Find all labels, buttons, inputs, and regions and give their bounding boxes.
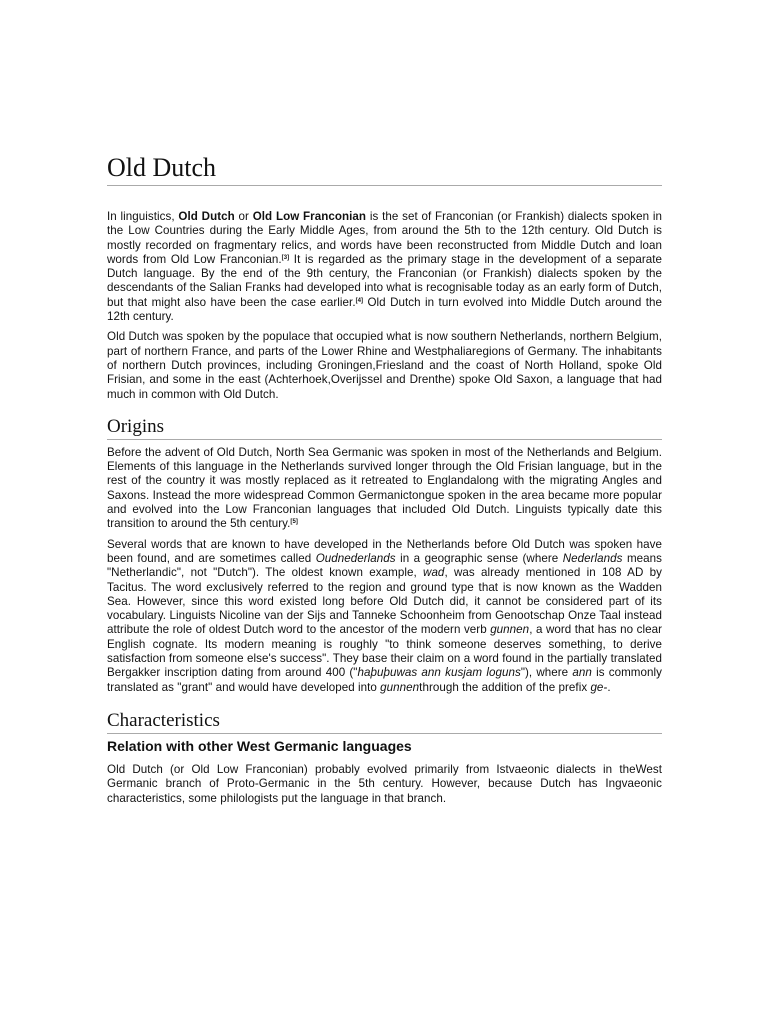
citation-ref[interactable]: [5] — [290, 519, 298, 526]
term-old-dutch: Old Dutch — [178, 210, 235, 223]
origins-paragraph-1 — [107, 446, 662, 532]
term-old-low-franconian: Old Low Franconian — [252, 210, 367, 223]
origins-paragraph-2 — [107, 538, 662, 695]
intro-paragraph-1 — [107, 210, 662, 324]
section-heading-characteristics: Characteristics — [107, 710, 662, 734]
term-gunnen: gunnen — [380, 680, 420, 694]
origins-text: , a word that has no clear English cognate. Its modern meaning is roughly "to think someone deserves something, to derive satisfaction from someone else's success". They base their claim on a word found in the partially translated Bergakker inscription dating from around 400 (" — [107, 623, 662, 680]
term-oudnederlands: Oudnederlands — [315, 551, 396, 565]
origins-text: means "Netherlandic", not "Dutch"). The oldest known example, — [107, 551, 662, 580]
term-ann: ann — [572, 666, 592, 680]
citation-ref[interactable]: [3] — [281, 254, 290, 261]
citation-ref[interactable]: [4] — [355, 297, 364, 304]
term-gunnen: gunnen — [490, 623, 530, 637]
characteristics-paragraph-1: Old Dutch (or Old Low Franconian) probably evolved primarily from Istvaeonic dialects in theWest Germanic branch of Proto-Germanic in the 5th century. However, because Dutch has Ingvaeonic characteristics, some philologists put the language in that branch. — [107, 762, 662, 805]
origins-text: is commonly translated as "grant" and would have developed into — [107, 666, 662, 694]
origins-text: Before the advent of Old Dutch, North Sea Germanic was spoken in most of the Netherlands and Belgium. Elements of this language in the Netherlands survived longer through the Old Frisian language, but in the rest of the country it was mostly replaced as it retreated to Englandalong with the migrating Angles and Saxons. Instead the more widespread Common Germanictongue spoken in the area became more popular and evolved into the Low Franconian languages that included Old Dutch. Linguists typically date this transition to around the 5th century. — [107, 445, 662, 531]
intro-text: Old Dutch in turn evolved into Middle Dutch around the 12th century. — [107, 295, 662, 324]
origins-text: Several words that are known to have developed in the Netherlands before Old Dutch was spoken have been found, and are sometimes called — [107, 537, 662, 565]
term-wad: wad — [423, 566, 445, 580]
intro-paragraph-2: Old Dutch was spoken by the populace that occupied what is now southern Netherlands, northern Belgium, part of northern France, and parts of the Lower Rhine and Westphaliaregions of Germany. The inhabitants of northern Dutch provinces, including Groningen,Friesland and the coast of North Holland, spoke Old Frisian, and some in the east (Achterhoek,Overijssel and Drenthe) spoke Old Saxon, a language that had much in common with Old Dutch. — [107, 330, 662, 401]
subsection-heading-relation: Relation with other West Germanic languages — [107, 737, 412, 754]
page-title: Old Dutch — [107, 152, 662, 186]
intro-text: It is regarded as the primary stage in the development of a separate Dutch language. By the end of the 9th century, the Franconian (or Frankish) dialects spoken by the descendants of the Salian Franks had developed into what is recognisable today as an early form of Dutch, but that might also have been the case earlier. — [107, 252, 662, 309]
origins-text: "), where — [520, 666, 573, 680]
term-nederlands: Nederlands — [562, 551, 623, 565]
origins-text: . — [607, 680, 611, 694]
intro-text: is the set of Franconian (or Frankish) dialects spoken in the Low Countries during the Early Middle Ages, from around the 5th to the 12th century. Old Dutch is mostly recorded on fragmentary relics, and words have been reconstructed from Middle Dutch and loan words from Old Low Franconian. — [107, 210, 662, 266]
term-ge-prefix: ge- — [590, 680, 608, 694]
origins-text: , was already mentioned in 108 AD by Tacitus. The word exclusively referred to the region and ground type that is now known as the Wadden Sea. However, since this word existed long before Old Dutch did, it cannot be considered part of its vocabulary. Linguists Nicoline van der Sijs and Tanneke Schoonheim from Genootschap Onze Taal instead attribute the role of oldest Dutch word to the ancestor of the modern verb — [107, 566, 663, 637]
origins-text: in a geographic sense (where — [395, 551, 563, 565]
intro-text: In linguistics, — [107, 210, 179, 223]
origins-text: through the addition of the prefix — [419, 680, 591, 694]
term-inscription: haþuþuwas ann kusjam loguns — [357, 666, 521, 680]
intro-text: or — [234, 210, 253, 223]
article — [107, 152, 662, 806]
section-heading-origins: Origins — [107, 416, 662, 440]
